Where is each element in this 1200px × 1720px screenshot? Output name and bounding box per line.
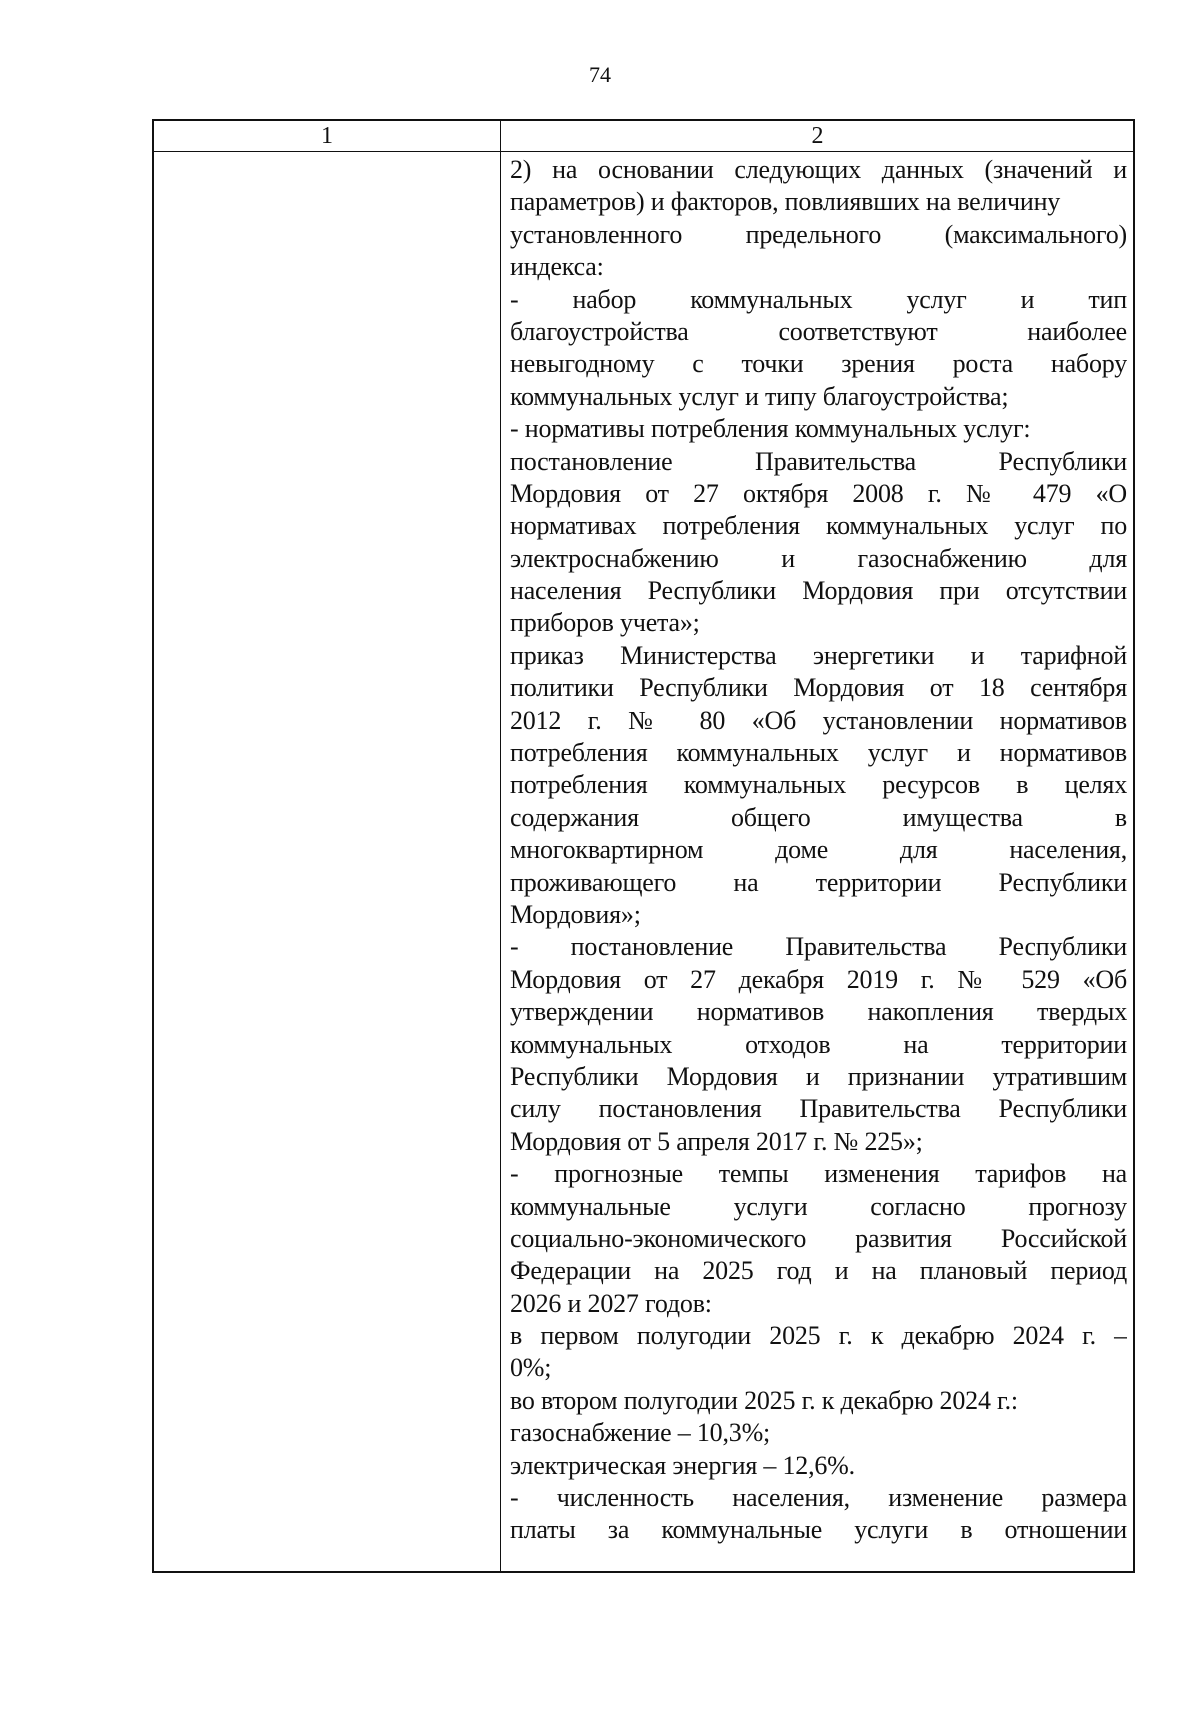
- column-header-2: 2: [811, 123, 824, 149]
- text-line: - постановление Правительства Республики: [510, 932, 1127, 962]
- text-line: нормативах потребления коммунальных услуг по: [510, 511, 1127, 541]
- text-line: - набор коммунальных услуг и тип: [510, 284, 1127, 314]
- text-line: Мордовия от 5 апреля 2017 г. № 225»;: [510, 1126, 923, 1156]
- text-line: коммунальные услуги согласно прогнозу: [510, 1191, 1127, 1221]
- text-line: Мордовия от 27 декабря 2019 г. № 529 «Об: [510, 964, 1127, 994]
- text-line: коммунальных услуг и типу благоустройства;: [510, 381, 1009, 411]
- text-line: - прогнозные темпы изменения тарифов на: [510, 1159, 1127, 1189]
- page-number: 74: [589, 62, 611, 87]
- text-line: платы за коммунальные услуги в отношении: [510, 1515, 1127, 1545]
- text-line: электроснабжению и газоснабжению для: [510, 543, 1127, 573]
- text-line: Федерации на 2025 год и на плановый период: [510, 1256, 1127, 1286]
- document-table: [152, 119, 1135, 1573]
- text-line: - численность населения, изменение размера: [510, 1483, 1127, 1513]
- text-line: газоснабжение – 10,3%;: [510, 1418, 771, 1448]
- text-line: Мордовия»;: [510, 899, 641, 929]
- text-line: проживающего на территории Республики: [510, 867, 1127, 897]
- text-line: населения Республики Мордовия при отсутствии: [510, 576, 1127, 606]
- text-line: потребления коммунальных ресурсов в целях: [510, 770, 1127, 800]
- text-line: электрическая энергия – 12,6%.: [510, 1450, 855, 1480]
- text-line: постановление Правительства Республики: [510, 446, 1127, 476]
- text-line: приказ Министерства энергетики и тарифной: [510, 640, 1127, 670]
- text-line: 2012 г. № 80 «Об установлении нормативов: [510, 705, 1127, 735]
- text-line: Мордовия от 27 октября 2008 г. № 479 «О: [510, 478, 1127, 508]
- text-line: социально-экономического развития Российской: [510, 1223, 1127, 1253]
- text-line: 2026 и 2027 годов:: [510, 1288, 712, 1318]
- text-line: приборов учета»;: [510, 608, 700, 638]
- text-line: установленного предельного (максимального): [510, 219, 1127, 249]
- text-line: содержания общего имущества в: [510, 802, 1127, 832]
- text-line: параметров) и факторов, повлиявших на величину: [510, 187, 1061, 217]
- table-cell-column-2: [510, 154, 1127, 1571]
- text-line: коммунальных отходов на территории: [510, 1029, 1127, 1059]
- text-line: - нормативы потребления коммунальных услуг:: [510, 414, 1031, 444]
- text-line: Республики Мордовия и признании утратившим: [510, 1061, 1127, 1091]
- table-cell-column-1: [154, 152, 500, 1571]
- text-line: силу постановления Правительства Республики: [510, 1094, 1127, 1124]
- column-header-1: 1: [321, 123, 333, 149]
- text-line: многоквартирном доме для населения,: [510, 835, 1127, 865]
- text-line: во втором полугодии 2025 г. к декабрю 2024 г.:: [510, 1385, 1018, 1415]
- text-line: потребления коммунальных услуг и нормативов: [510, 738, 1127, 768]
- text-line: благоустройства соответствуют наиболее: [510, 316, 1127, 346]
- text-line: в первом полугодии 2025 г. к декабрю 2024 г. –: [510, 1321, 1127, 1351]
- text-line: 0%;: [510, 1353, 552, 1383]
- text-line: невыгодному с точки зрения роста набору: [510, 349, 1127, 379]
- text-line: политики Республики Мордовия от 18 сентября: [510, 673, 1127, 703]
- table-header-row: [154, 121, 1133, 152]
- column-divider: [500, 121, 501, 151]
- column-divider-body: [500, 152, 501, 1571]
- text-line: индекса:: [510, 252, 604, 282]
- text-line: 2) на основании следующих данных (значений и: [510, 155, 1127, 184]
- text-line: утверждении нормативов накопления твердых: [510, 997, 1127, 1027]
